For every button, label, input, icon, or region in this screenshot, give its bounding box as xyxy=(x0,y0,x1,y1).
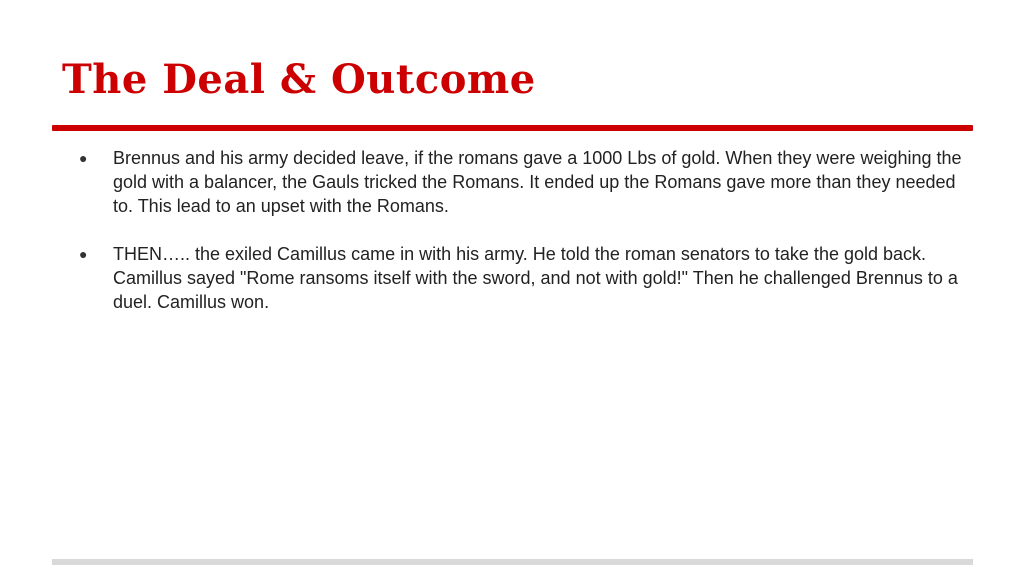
bullet-item xyxy=(76,242,966,314)
title-divider xyxy=(52,125,973,131)
bullet-list xyxy=(76,146,966,338)
footer-divider xyxy=(52,559,973,565)
bullet-text: THEN….. the exiled Camillus came in with his army. He told the roman senators to take the gold back. Camillus sayed "Rome ransoms itself with the sword, and not with gold!" Then he challenged Brennus to a duel. Camillus won. xyxy=(113,244,958,312)
bullet-item xyxy=(76,146,966,218)
bullet-icon: ● xyxy=(79,150,88,166)
slide-title: The Deal & Outcome xyxy=(62,56,536,103)
bullet-icon: ● xyxy=(79,246,88,262)
bullet-text: Brennus and his army decided leave, if the romans gave a 1000 Lbs of gold. When they were weighing the gold with a balancer, the Gauls tricked the Romans. It ended up the Romans gave more than they needed to. This lead to an upset with the Romans. xyxy=(113,148,962,216)
